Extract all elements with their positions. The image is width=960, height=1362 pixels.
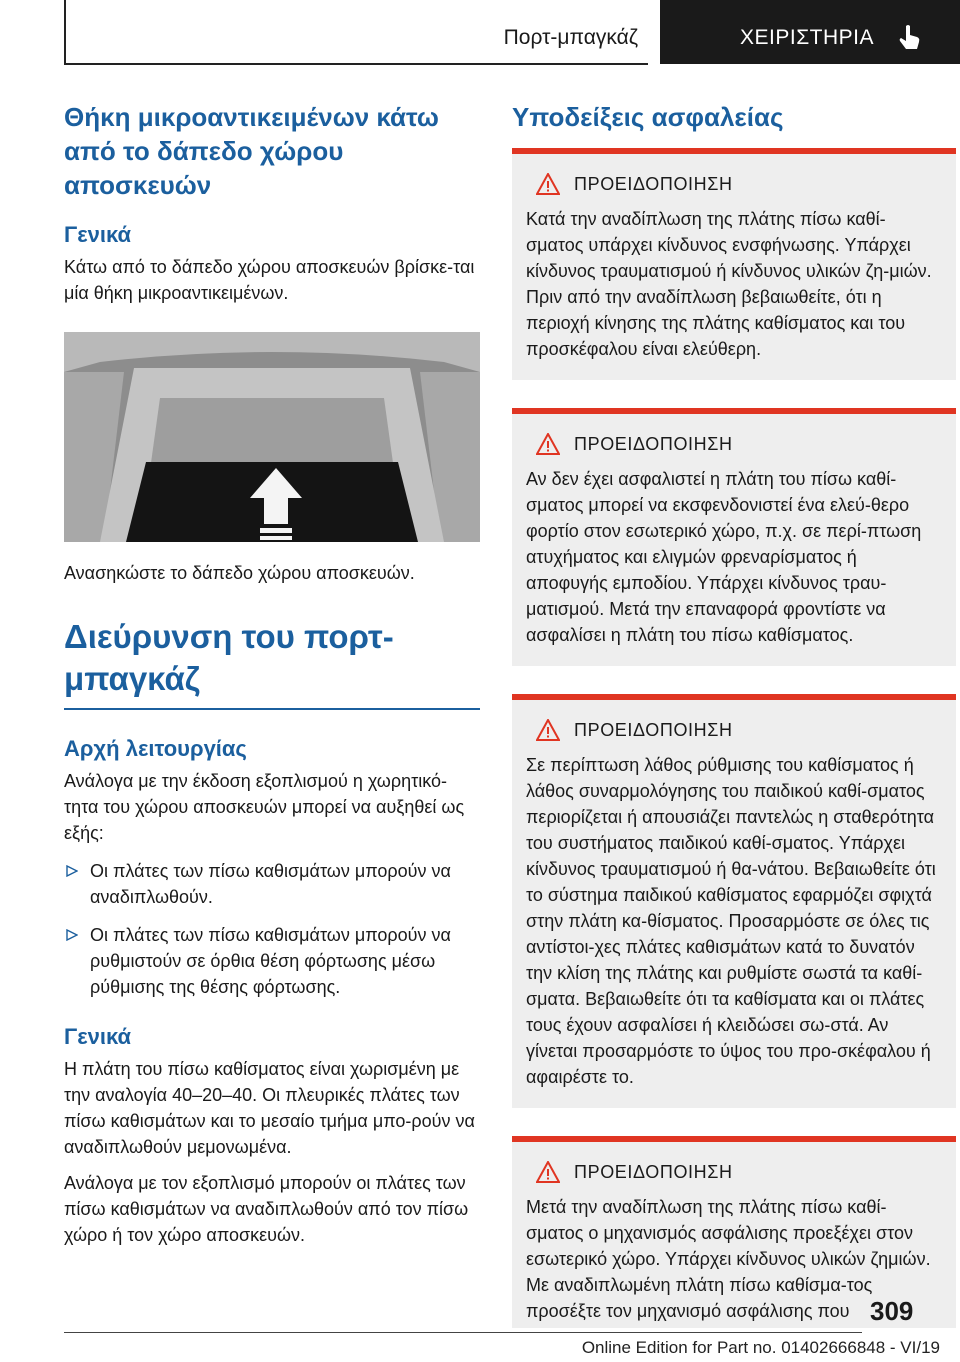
list-item [64, 858, 480, 910]
warning-text: Αν δεν έχει ασφαλιστεί η πλάτη του πίσω καθί-σματος μπορεί να εκσφενδονιστεί ένα ελεύ-θερο φορτίο στον εσωτερικό χώρο, π.χ. σε περί-πτωση ατυχήματος και ελιγμών φρεναρίσματος ή αποφυγής εμποδίου. Υπάρχει κίνδυνος τραυ-ματισμού. Μετά την επαναφορά φροντίστε να ασφαλίσει η πλάτη του πίσω καθίσματος. [526, 469, 922, 645]
warning-box [512, 408, 956, 666]
section-tab [660, 0, 960, 64]
principle-text: Ανάλογα με την έκδοση εξοπλισμού η χωρητικό-τητα του χώρου αποσκευών μπορεί να αυξηθεί ως εξής: [64, 771, 465, 843]
warning-text: Κατά την αναδίπλωση της πλάτης πίσω καθί-σματος υπάρχει κίνδυνος ενσφήνωσης. Υπάρχει κίνδυνος τραυματισμού ή κίνδυνος υλικών ζη-μιών. Πριν από την αναδίπλωση βεβαιωθείτε, ότι η περιοχή κίνησης της πλάτης καθίσματος και του προσκέφαλου είναι ελεύθερη. [526, 209, 932, 359]
page-number: 309 [870, 1296, 914, 1326]
title-underline [64, 708, 480, 710]
general2-paragraph-2: Ανάλογα με τον εξοπλισμό μπορούν οι πλάτες των πίσω καθισμάτων να αναδιπλωθούν από τον πίσω χώρο ή τον χώρο αποσκευών. [64, 1173, 469, 1245]
warning-triangle-icon [536, 433, 560, 455]
hand-pointer-icon [895, 22, 925, 52]
options-list [64, 858, 480, 1000]
section-tab-label: ΧΕΙΡΙΣΤΗΡΙΑ [740, 26, 875, 49]
image-caption: Ανασηκώστε το δάπεδο χώρου αποσκευών. [64, 563, 415, 583]
list-item [64, 922, 480, 1000]
warning-label: ΠΡΟΕΙΔΟΠΟΙΗΣΗ [574, 1161, 733, 1182]
warning-label: ΠΡΟΕΙΔΟΠΟΙΗΣΗ [574, 719, 733, 740]
expand-trunk-title: Διεύρυνση του πορτ-μπαγκάζ [64, 618, 394, 697]
principle-heading: Αρχή λειτουργίας [64, 736, 247, 761]
list-item-text: Οι πλάτες των πίσω καθισμάτων μπορούν να ρυθμιστούν σε όρθια θέση φόρτωσης μέσω ρύθμισης της θέσης φόρτωσης. [90, 925, 451, 997]
right-column [512, 100, 956, 1328]
warning-text: Σε περίπτωση λάθος ρύθμισης του καθίσματος ή λάθος συναρμολόγησης του παιδικού καθί-σματος περιορίζεται ή απουσιάζει παντελώς η σταθερότητα του συστήματος παιδικού καθί-σματος. Υπάρχει κίνδυνος τραυματισμού ή θα-νάτου. Βεβαιωθείτε ότι το σύστημα παιδικού καθίσματος εφαρμόζει σφιχτά στην πλάτη κα-θίσματος. Προσαρμόστε σε όλες τις αντίστοι-χες πλάτες καθισμάτων κατά το δυνατόν την κλίση της πλάτης και ρυθμίστε σωστά τα καθί-σματα. Βεβαιωθείτε ότι τα καθίσματα και οι πλάτες τους έχουν ασφαλίσει ή κλειδώσει σω-στά. Αν γίνεται προσαρμόστε το ύψος του προ-σκέφαλου ή αφαιρέστε το. [526, 755, 936, 1087]
header-divider [64, 0, 66, 64]
breadcrumb: Πορτ-μπαγκάζ [503, 26, 638, 49]
warning-label: ΠΡΟΕΙΔΟΠΟΙΗΣΗ [574, 433, 733, 454]
warning-box [512, 148, 956, 380]
triangle-bullet-icon [66, 929, 78, 941]
list-item-text: Οι πλάτες των πίσω καθισμάτων μπορούν να αναδιπλωθούν. [90, 861, 451, 907]
general-text: Κάτω από το δάπεδο χώρου αποσκευών βρίσκε-ται μία θήκη μικροαντικειμένων. [64, 257, 475, 303]
warning-box [512, 694, 956, 1108]
general-heading: Γενικά [64, 222, 132, 247]
header-rule [64, 63, 648, 65]
warning-triangle-icon [536, 1161, 560, 1183]
warning-triangle-icon [536, 719, 560, 741]
left-column [64, 100, 480, 1248]
trunk-floor-image [64, 332, 480, 542]
general2-paragraph-1: Η πλάτη του πίσω καθίσματος είναι χωρισμένη με την αναλογία 40–20–40. Οι πλευρικές πλάτες των πίσω καθισμάτων και το μεσαίο τμήμα μπο-ρούν να αναδιπλωθούν μεμονωμένα. [64, 1059, 475, 1157]
triangle-bullet-icon [66, 865, 78, 877]
footer-rule [64, 1332, 862, 1333]
edition-footer: Online Edition for Part no. 01402666848 - VI/19 [581, 1338, 940, 1357]
storage-compartment-title: Θήκη μικροαντικειμένων κάτω από το δάπεδο χώρου αποσκευών [64, 102, 439, 200]
warning-label: ΠΡΟΕΙΔΟΠΟΙΗΣΗ [574, 173, 733, 194]
warning-text: Μετά την αναδίπλωση της πλάτης πίσω καθί-σματος ο μηχανισμός ασφάλισης προεξέχει στον εσωτερικό χώρο. Υπάρχει κίνδυνος υλικών ζημιών. Με αναδιπλωμένη πλάτη πίσω καθίσμα-τος προσέξτε τον μηχανισμό ασφάλισης που [526, 1197, 931, 1321]
safety-notes-title: Υποδείξεις ασφαλείας [512, 102, 784, 132]
warning-triangle-icon [536, 173, 560, 195]
general2-heading: Γενικά [64, 1024, 132, 1049]
